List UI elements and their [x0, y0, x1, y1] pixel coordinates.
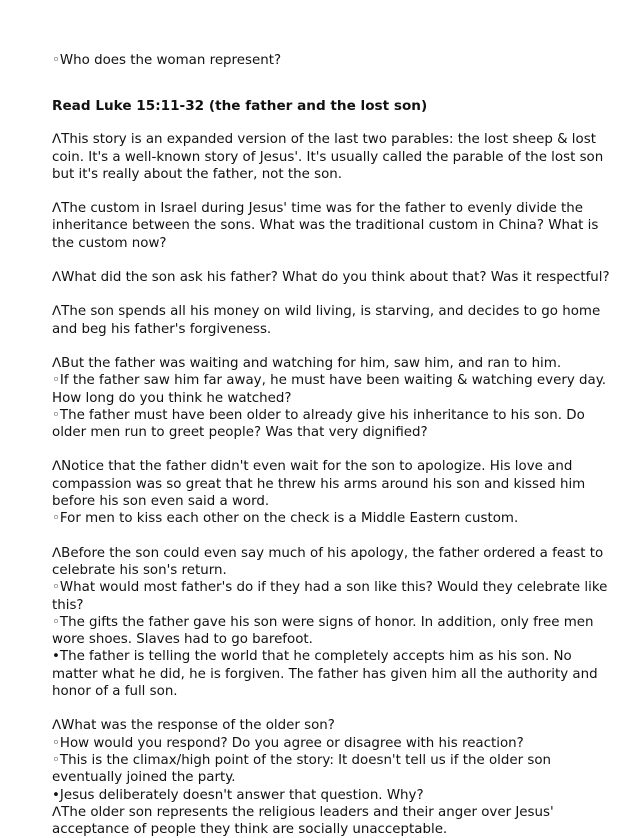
text-line: ᐱBefore the son could even say much of his apology, the father ordered a feast to	[52, 545, 604, 561]
text-line: ᐱThe older son represents the religious leaders and their anger over Jesus'	[52, 804, 554, 820]
text-line: inheritance between the sons. What was the traditional custom in China? What is	[52, 218, 599, 234]
text-line: the custom now?	[52, 235, 167, 251]
paragraph-father-love	[52, 458, 592, 527]
text-line: and beg his father's forgiveness.	[52, 321, 272, 337]
text-line: but it's really about the father, not the son.	[52, 166, 343, 182]
text-line: ᐱNotice that the father didn't even wait for the son to apologize. His love and	[52, 459, 573, 475]
text-line: •Jesus deliberately doesn't answer that question. Why?	[52, 787, 424, 803]
document-page	[52, 52, 610, 838]
text-line: eventually joined the party.	[52, 770, 236, 786]
text-line: ᐱThis story is an expanded version of the last two parables: the lost sheep & lost	[52, 132, 596, 148]
text-line: wore shoes. Slaves had to go barefoot.	[52, 632, 313, 648]
text-line: ᐱWhat did the son ask his father? What do you think about that? Was it respectful?	[52, 270, 610, 286]
text-line: How long do you think he watched?	[52, 390, 292, 406]
text-line: before his son even said a word.	[52, 494, 270, 510]
text-line: ᐱThe custom in Israel during Jesus' time was for the father to evenly divide the	[52, 201, 584, 217]
paragraph-custom	[52, 200, 599, 252]
text-line: compassion was so great that he threw his arms around his son and kissed him	[52, 476, 586, 492]
text-line: •The father is telling the world that he completely accepts him as his son. No	[52, 649, 572, 665]
text-line: ◦For men to kiss each other on the check is a Middle Eastern custom.	[52, 511, 519, 527]
paragraph-wild-living	[52, 303, 601, 338]
text-line: ◦The gifts the father gave his son were signs of honor. In addition, only free men	[52, 614, 594, 630]
text-line: ◦How would you respond? Do you agree or disagree with his reaction?	[52, 735, 524, 751]
text-line: honor of a full son.	[52, 684, 178, 700]
text-line: this?	[52, 597, 84, 613]
text-line: matter what he did, he is forgiven. The father has given him all the authority and	[52, 666, 598, 682]
paragraph-intro	[52, 131, 604, 183]
text-line: celebrate his son's return.	[52, 562, 227, 578]
paragraph-older-son	[52, 717, 592, 838]
text-line: acceptance of people they think are socially unacceptable.	[52, 822, 448, 838]
paragraph-feast	[52, 545, 608, 701]
text-line: ◦The father must have been older to already give his inheritance to his son. Do	[52, 407, 585, 423]
text-line: ᐱBut the father was waiting and watching for him, saw him, and ran to him.	[52, 355, 562, 371]
text-line: older men run to greet people? Was that very dignified?	[52, 425, 428, 441]
text-line: ᐱThe son spends all his money on wild living, is starving, and decides to go home	[52, 304, 601, 320]
paragraph-father-waiting	[52, 355, 606, 441]
text-line: ◦This is the climax/high point of the story: It doesn't tell us if the older son	[52, 752, 552, 768]
section-heading: Read Luke 15:11-32 (the father and the lost son)	[52, 98, 428, 115]
text-line: ◦If the father saw him far away, he must have been waiting & watching every day.	[52, 373, 606, 389]
paragraph-son-ask	[52, 269, 610, 286]
text-line: coin. It's a well-known story of Jesus'. It's usually called the parable of the lost son	[52, 149, 604, 165]
text-line: ◦What would most father's do if they had a son like this? Would they celebrate like	[52, 580, 608, 596]
text-line: ᐱWhat was the response of the older son?	[52, 718, 335, 734]
question-line: ◦Who does the woman represent?	[52, 53, 282, 68]
